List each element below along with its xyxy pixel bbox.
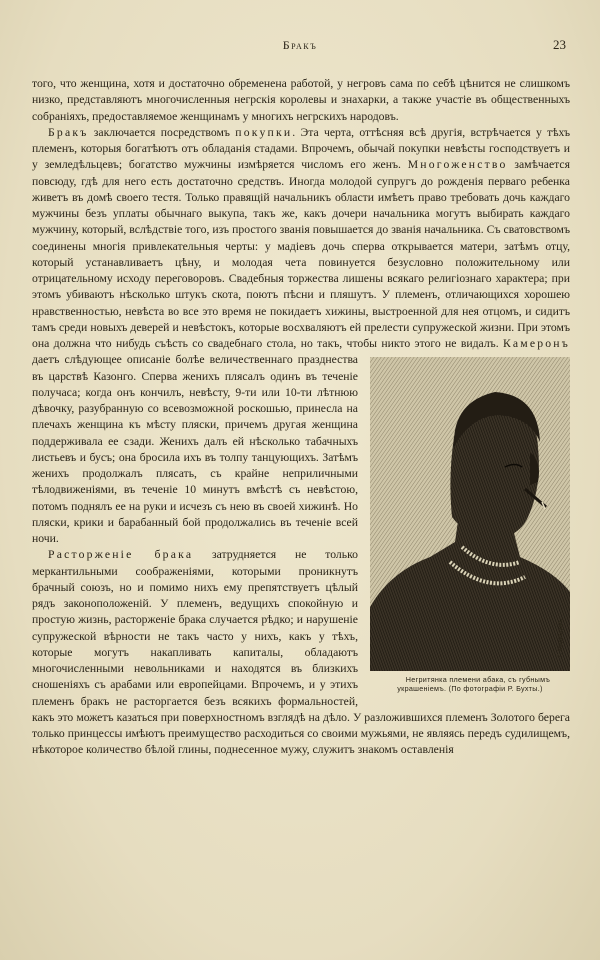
spaced-term-cameron: Камеронъ [503, 337, 570, 350]
text-run: заключается посредствомъ [88, 125, 236, 139]
paragraph-intro: того, что женщина, хотя и достаточно обременена работой, у негровъ сама по себѣ цѣнится не слишкомъ низко, представляютъ многочисленныя негрскія королевы и знахарки, а также участіе въ общественныхъ собраніяхъ, предоставляемое женщинамъ у многихъ негрскихъ народовъ. [32, 77, 570, 123]
page-number: 23 [553, 37, 566, 52]
body-text [32, 76, 570, 759]
lead-word-divorce: Расторженіе брака [48, 548, 194, 562]
text-run: затрудняется не только меркантильными соображеніями, которыми проникнутъ брачный союзъ, но и помимо нихъ ему препятствуетъ цѣлый рядъ законоположеній. У племенъ, ведущихъ спокойную и простую жизнь, расторженіе брака случается рѣдко; и нарушеніе супружеской вѣрности не такъ часто у нихъ, какъ у тѣхъ, которые могутъ накапливать капиталы, обладаютъ многочисленными невольниками и находятся въ близкихъ сношеніяхъ съ арабами или европейцами. Впрочемъ, и у этихъ племенъ бракъ не расторгается безъ всякихъ формальностей, какъ это можетъ казаться при поверхностномъ взглядѣ на дѣло. У разложившихся племенъ Золотого берега только принцессы имѣютъ преимущество расходиться со своими мужьями, не являясь передъ судилищемъ, нѣкоторое количество бѣлой глины, поднесенное мужу, служитъ знакомъ оставленія [32, 548, 570, 757]
engraver-signature: Г. Медвѣдевъ [558, 619, 564, 658]
lead-word-marriage: Бракъ [48, 125, 89, 139]
text-run: даетъ слѣдующее описаніе болѣе величественнаго празднества въ царствѣ Казонго. Сперва женихъ плясалъ одинъ въ теченіе получаса; когда онъ кончилъ, невѣсту, 9-ти или 10-ти лѣтнюю дѣвочку, разубранную со всевозможной роскошью, принесла на плечахъ женщина къ мѣсту пляски, причемъ другая женщина поддерживала ее сзади. Женихъ далъ ей нѣсколько табачныхъ листьевъ и бусъ; она бросила ихъ въ толпу танцующихъ. Затѣмъ женихъ продолжалъ плясать, съ крайне неприличными тѣлодвиженіями, въ теченіе 10 минутъ вмѣстѣ съ невѣстою, потомъ поднялъ ее на руки и исчезъ съ нею въ своей хижинѣ. Но пляски, крики и барабанный бой продолжались въ теченіе всей ночи. [32, 353, 358, 545]
spaced-term-polygamy: Многоженство [407, 158, 508, 172]
text-run: . Эта черта, оттѣсняя всѣ другія, встрѣчается у тѣхъ племенъ, которыя богатѣютъ отъ обладанія стадами. Впрочемъ, обычай покупки невѣсты господствуетъ и у земледѣльцевъ; богатство мужчины измѣряется числомъ его женъ. [32, 125, 570, 172]
portrait-figure [370, 357, 570, 693]
running-title: Бракъ [282, 38, 318, 52]
figure-caption: Негритянка племени абака, съ губнымъ украшеніемъ. (По фотографіи Р. Бухты.) [397, 675, 551, 694]
portrait-engraving [370, 357, 570, 671]
page-header [0, 38, 600, 58]
text-run: замѣчается повсюду, гдѣ для него есть достаточно средствъ. Иногда молодой супругъ до рожденія перваго ребенка живетъ въ домѣ своего тестя. Только правящій начальникъ области имѣетъ право требовать дочь каждаго мужчины безъ уплаты обычнаго выкупа, такъ же, какъ дочери начальника могутъ выбирать каждаго мужчину, который, вслѣдствіе того, изъ простого званія повышается до званія начальника. Съ сватовствомъ соединены многія привлекательныя черты: у мадіевъ дочь сперва открывается матери, затѣмъ отцу, который устанавливаетъ цѣну, и молодая чета повинуется безусловно положительному или отрицательному исходу переговоровъ. Свадебныя торжества лишены всякаго религіознаго характера; при этомъ убиваютъ нѣсколько штукъ скота, поютъ пѣсни и пляшутъ. У племенъ, отличающихся хорошею нравственностью, невѣста во все это время не покидаетъ хижины, выстроенной для нея отцомъ, и сидитъ тамъ среди новыхъ деверей и невѣстокъ, которые восхваляютъ ей прелести супружеской жизни. При этомъ она должна что нибудь съѣсть со свадебнаго стола, но такъ, чтобы никто этого не видалъ. [32, 158, 570, 350]
spaced-term-purchase: покупки [235, 125, 293, 139]
